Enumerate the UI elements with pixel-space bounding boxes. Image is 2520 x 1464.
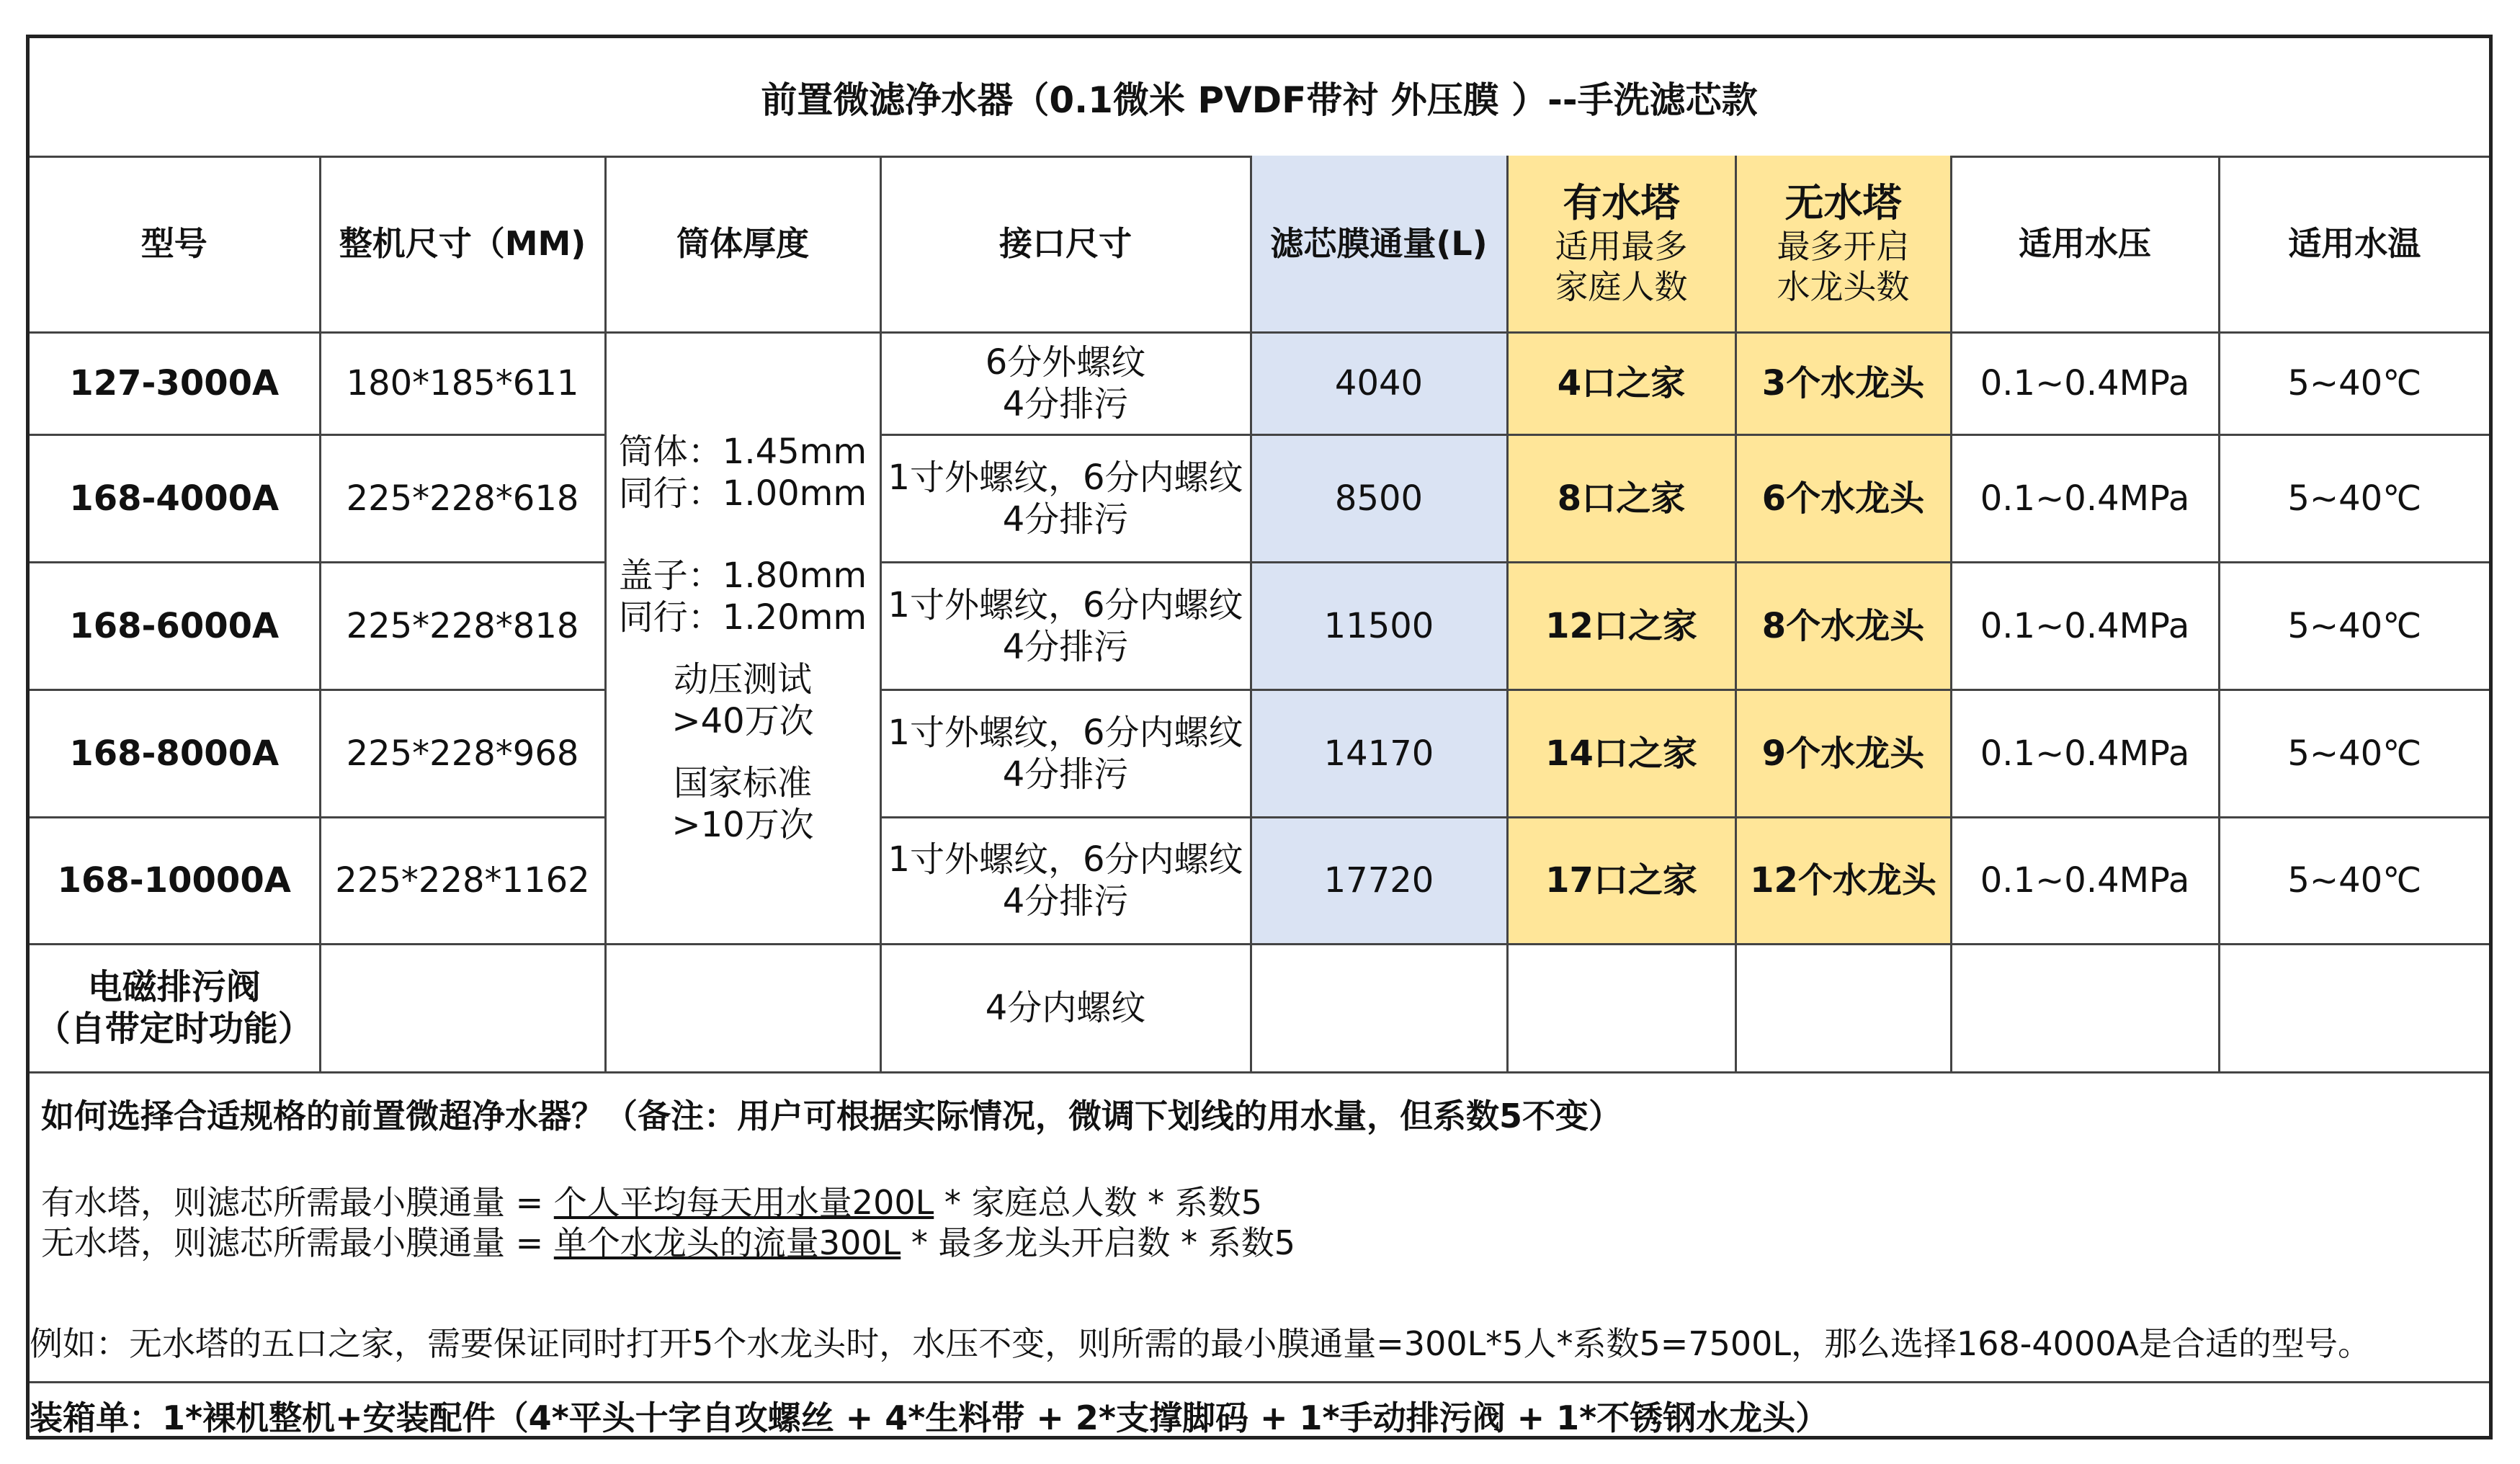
cell-pressure: 0.1~0.4MPa [1951, 817, 2219, 944]
header-with-tower-title: 有水塔 [1563, 179, 1680, 226]
selection-question: 如何选择合适规格的前置微超净水器？（备注：用户可根据实际情况，微调下划线的用水量，但系数5不变） [41, 1097, 1622, 1135]
cell-size: 225*228*618 [320, 434, 605, 562]
header-with-tower-line1: 适用最多 [1555, 226, 1688, 266]
packing-list [30, 1381, 2489, 1443]
cell-empty [1507, 944, 1735, 1072]
header-size: 整机尺寸（MM) [320, 156, 605, 332]
cell-family: 17口之家 [1507, 817, 1735, 944]
formula-underlined-text: 单个水龙头的流量300L [553, 1223, 901, 1262]
formula-underlined-text: 个人平均每天用水量200L [553, 1183, 934, 1222]
header-without-tower-line1: 最多开启 [1777, 226, 1910, 266]
thickness-line: 筒体：1.45mm [618, 431, 867, 472]
packing-list-text: 装箱单：1*裸机整机+安装配件（4*平头十字自攻螺丝 + 4*生料带 + 2*支撑脚码 + 1*手动排污阀 + 1*不锈钢水龙头） [30, 1398, 1829, 1437]
valve-name-line1: 电磁排污阀 [87, 967, 261, 1007]
table-row [30, 434, 2489, 562]
port-line: 4分排污 [1002, 881, 1129, 921]
cell-family: 8口之家 [1507, 434, 1735, 562]
thickness-line: 同行：1.00mm [618, 473, 867, 514]
cell-pressure: 0.1~0.4MPa [1951, 434, 2219, 562]
thickness-line: 盖子：1.80mm [618, 555, 867, 596]
header-with-tower-line2: 家庭人数 [1555, 267, 1688, 306]
cell-flux: 8500 [1251, 434, 1507, 562]
cell-port [880, 332, 1251, 434]
table-row [30, 817, 2489, 944]
thickness-line: 同行：1.20mm [618, 597, 867, 638]
formula-text: * 最多龙头开启数 * 系数5 [901, 1223, 1295, 1262]
cell-flux: 14170 [1251, 689, 1507, 817]
thickness-line: >40万次 [671, 700, 814, 741]
cell-empty [320, 944, 605, 1072]
cell-pressure: 0.1~0.4MPa [1951, 332, 2219, 434]
formula-text: = [505, 1223, 554, 1262]
cell-flux: 11500 [1251, 562, 1507, 689]
table-row [30, 562, 2489, 689]
port-line: 4分排污 [1002, 499, 1129, 540]
header-row [30, 156, 2489, 332]
cell-flux: 4040 [1251, 332, 1507, 434]
port-line: 1寸外螺纹，6分内螺纹 [888, 839, 1243, 880]
header-flux: 滤芯膜通量(L) [1251, 156, 1507, 332]
cell-port [880, 562, 1251, 689]
example-text: 例如：无水塔的五口之家，需要保证同时打开5个水龙头时，水压不变，则所需的最小膜通量=300L*5人*系数5=7500L，那么选择168-4000A是合适的型号。 [30, 1324, 2371, 1363]
cell-empty [605, 944, 880, 1072]
cell-model: 168-10000A [30, 817, 320, 944]
cell-faucets: 9个水龙头 [1735, 689, 1951, 817]
cell-flux: 17720 [1251, 817, 1507, 944]
port-line: 1寸外螺纹，6分内螺纹 [888, 457, 1243, 498]
cell-temperature: 5~40℃ [2219, 817, 2489, 944]
header-without-tower-line2: 水龙头数 [1777, 267, 1910, 306]
thickness-line: 国家标准 [673, 762, 812, 803]
thickness-line: >10万次 [671, 804, 814, 845]
spec-table [30, 156, 2489, 1074]
cell-faucets: 6个水龙头 [1735, 434, 1951, 562]
cell-model: 168-4000A [30, 434, 320, 562]
table-row [30, 332, 2489, 434]
cell-pressure: 0.1~0.4MPa [1951, 562, 2219, 689]
formula-text: = [505, 1183, 554, 1222]
sheet-title: 前置微滤净水器（0.1微米 PVDF带衬 外压膜 ）--手洗滤芯款 [30, 38, 2489, 158]
cell-family: 4口之家 [1507, 332, 1735, 434]
formula-with-tower [41, 1182, 1262, 1223]
port-line: 4分排污 [1002, 754, 1129, 795]
formula-text: * 家庭总人数 * 系数5 [934, 1183, 1262, 1222]
header-with-tower [1507, 156, 1735, 332]
spec-sheet [26, 35, 2493, 1440]
port-line: 1寸外螺纹，6分内螺纹 [888, 712, 1243, 753]
cell-temperature: 5~40℃ [2219, 562, 2489, 689]
cell-thickness [605, 332, 880, 944]
cell-model: 127-3000A [30, 332, 320, 434]
cell-faucets: 12个水龙头 [1735, 817, 1951, 944]
formula-text: 有水塔，则滤芯所需最小膜通量 [41, 1183, 505, 1222]
thickness-line: 动压测试 [673, 659, 812, 700]
port-line: 6分外螺纹 [985, 342, 1146, 383]
header-without-tower-title: 无水塔 [1784, 179, 1902, 226]
formula-text: 无水塔，则滤芯所需最小膜通量 [41, 1223, 505, 1262]
port-line: 4分排污 [1002, 384, 1129, 424]
cell-model: 168-6000A [30, 562, 320, 689]
header-port: 接口尺寸 [880, 156, 1251, 332]
table-row [30, 689, 2489, 817]
port-line: 4分排污 [1002, 626, 1129, 667]
cell-model: 168-8000A [30, 689, 320, 817]
cell-faucets: 8个水龙头 [1735, 562, 1951, 689]
header-without-tower [1735, 156, 1951, 332]
cell-valve-port: 4分内螺纹 [880, 944, 1251, 1072]
cell-empty [1251, 944, 1507, 1072]
cell-empty [1735, 944, 1951, 1072]
cell-size: 225*228*1162 [320, 817, 605, 944]
cell-port [880, 817, 1251, 944]
header-model: 型号 [30, 156, 320, 332]
cell-family: 12口之家 [1507, 562, 1735, 689]
cell-valve-name [30, 944, 320, 1072]
cell-port [880, 434, 1251, 562]
cell-faucets: 3个水龙头 [1735, 332, 1951, 434]
valve-row [30, 944, 2489, 1072]
cell-pressure: 0.1~0.4MPa [1951, 689, 2219, 817]
cell-empty [2219, 944, 2489, 1072]
port-line: 1寸外螺纹，6分内螺纹 [888, 584, 1243, 625]
cell-temperature: 5~40℃ [2219, 434, 2489, 562]
cell-temperature: 5~40℃ [2219, 332, 2489, 434]
header-pressure: 适用水压 [1951, 156, 2219, 332]
cell-size: 225*228*968 [320, 689, 605, 817]
cell-size: 225*228*818 [320, 562, 605, 689]
cell-port [880, 689, 1251, 817]
cell-temperature: 5~40℃ [2219, 689, 2489, 817]
cell-family: 14口之家 [1507, 689, 1735, 817]
header-thickness: 筒体厚度 [605, 156, 880, 332]
cell-size: 180*185*611 [320, 332, 605, 434]
header-temperature: 适用水温 [2219, 156, 2489, 332]
cell-empty [1951, 944, 2219, 1072]
valve-name-line2: （自带定时功能） [35, 1009, 313, 1049]
formula-without-tower [41, 1223, 1295, 1263]
